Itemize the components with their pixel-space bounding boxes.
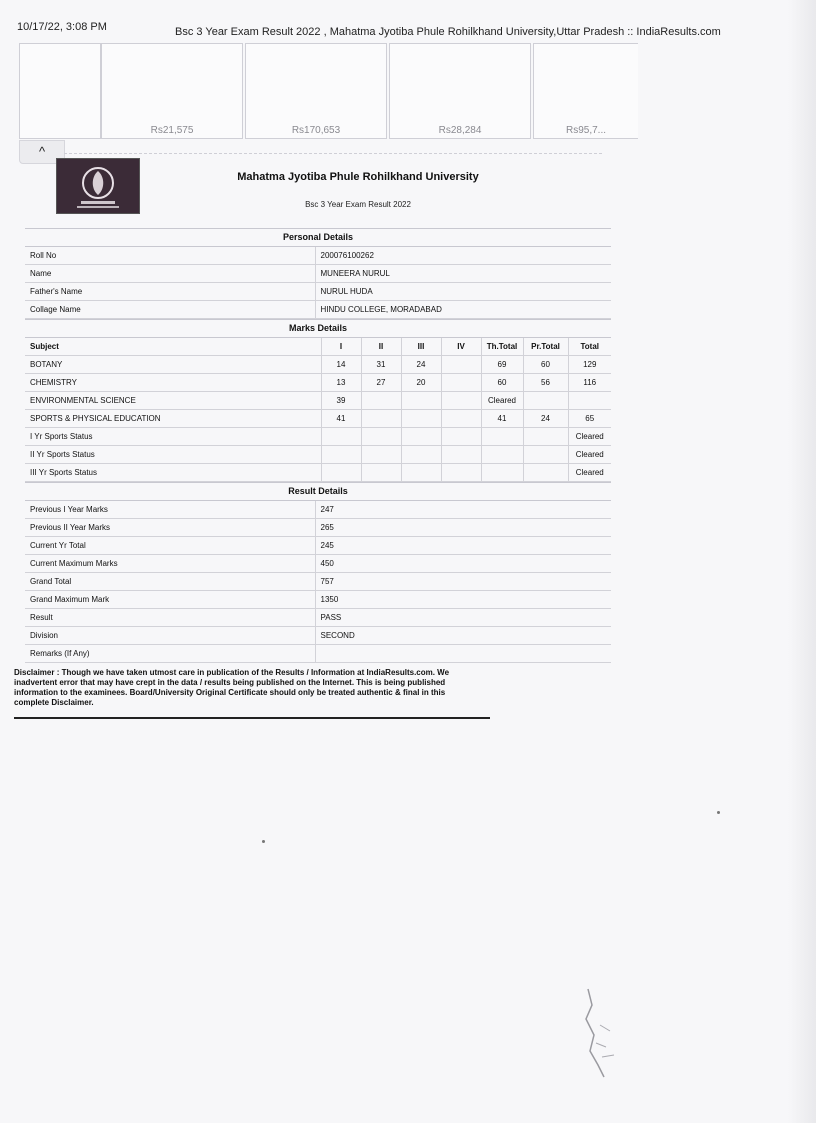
result-details-heading: Result Details [25, 482, 611, 501]
table-row [25, 519, 611, 537]
field-label: Current Maximum Marks [25, 555, 315, 573]
table-row [25, 609, 611, 627]
subject-cell: II Yr Sports Status [25, 446, 321, 464]
marks-details-table [25, 338, 611, 482]
mark-cell: 27 [361, 374, 401, 392]
column-header: Subject [25, 338, 321, 356]
table-row [25, 501, 611, 519]
mark-cell [401, 446, 441, 464]
table-row [25, 265, 611, 283]
field-value: 1350 [315, 591, 611, 609]
ad-tile[interactable] [19, 43, 101, 139]
mark-cell: 31 [361, 356, 401, 374]
field-value: 450 [315, 555, 611, 573]
table-row [25, 428, 611, 446]
field-label: Collage Name [25, 301, 315, 319]
mark-cell: 69 [481, 356, 523, 374]
ad-strip [19, 43, 639, 139]
column-header: III [401, 338, 441, 356]
subject-cell: ENVIRONMENTAL SCIENCE [25, 392, 321, 410]
mark-cell [523, 392, 568, 410]
field-label: Previous I Year Marks [25, 501, 315, 519]
mark-cell: Cleared [568, 446, 611, 464]
table-row [25, 247, 611, 265]
mark-cell: 60 [481, 374, 523, 392]
chevron-up-icon: ^ [38, 144, 46, 159]
field-value: NURUL HUDA [315, 283, 611, 301]
mark-cell [401, 428, 441, 446]
disclaimer-line: Disclaimer : Though we have taken utmost care in publication of the Results / Information at IndiaResults.com. We [14, 668, 450, 677]
field-value: SECOND [315, 627, 611, 645]
mark-cell: Cleared [568, 464, 611, 482]
field-value [315, 645, 611, 663]
table-row [25, 356, 611, 374]
field-value: 265 [315, 519, 611, 537]
print-datetime: 10/17/22, 3:08 PM [17, 21, 107, 33]
table-row [25, 283, 611, 301]
mark-cell: Cleared [481, 392, 523, 410]
table-header-row [25, 338, 611, 356]
ad-tile[interactable] [533, 43, 638, 139]
mark-cell: 60 [523, 356, 568, 374]
mark-cell [441, 446, 481, 464]
mark-cell [361, 464, 401, 482]
ad-tile[interactable] [245, 43, 387, 139]
mark-cell [441, 356, 481, 374]
table-row [25, 464, 611, 482]
mark-cell: 14 [321, 356, 361, 374]
mark-cell: 116 [568, 374, 611, 392]
ad-tile[interactable] [389, 43, 531, 139]
field-label: Father's Name [25, 283, 315, 301]
mark-cell [568, 392, 611, 410]
personal-details-heading: Personal Details [25, 228, 611, 247]
mark-cell [523, 464, 568, 482]
mark-cell [401, 464, 441, 482]
mark-cell [441, 428, 481, 446]
column-header: Th.Total [481, 338, 523, 356]
disclaimer-line: inadvertent error that may have crept in the data / results being published on the Internet. This is being published [14, 678, 446, 687]
mark-cell [321, 464, 361, 482]
mark-cell: 39 [321, 392, 361, 410]
personal-details-table [25, 247, 611, 319]
mark-cell [321, 446, 361, 464]
mark-cell [441, 392, 481, 410]
field-label: Roll No [25, 247, 315, 265]
table-row [25, 446, 611, 464]
field-label: Grand Total [25, 573, 315, 591]
mark-cell [401, 410, 441, 428]
scan-speck [262, 840, 265, 843]
subject-cell: CHEMISTRY [25, 374, 321, 392]
table-row [25, 573, 611, 591]
mark-cell [523, 428, 568, 446]
field-value: PASS [315, 609, 611, 627]
ad-price: Rs95,7... [565, 125, 607, 136]
field-value: 200076100262 [315, 247, 611, 265]
scan-speck [717, 811, 720, 814]
paper-edge-shadow [788, 0, 816, 1123]
mark-cell [361, 428, 401, 446]
table-row [25, 537, 611, 555]
field-label: Previous II Year Marks [25, 519, 315, 537]
mark-cell: 65 [568, 410, 611, 428]
subject-cell: III Yr Sports Status [25, 464, 321, 482]
mark-cell: 41 [321, 410, 361, 428]
column-header: Total [568, 338, 611, 356]
footer-rule [14, 717, 490, 719]
table-row [25, 627, 611, 645]
column-header: II [361, 338, 401, 356]
result-card [25, 158, 611, 663]
disclaimer-text [14, 668, 491, 708]
disclaimer-line: complete Disclaimer. [14, 698, 94, 707]
result-details-table [25, 501, 611, 663]
mark-cell: Cleared [568, 428, 611, 446]
field-value: 247 [315, 501, 611, 519]
field-label: Remarks (If Any) [25, 645, 315, 663]
mark-cell: 20 [401, 374, 441, 392]
disclaimer-line: information to the examinees. Board/University Original Certificate should only be treated authentic & final in this [14, 688, 446, 697]
mark-cell [361, 410, 401, 428]
mark-cell [481, 428, 523, 446]
field-value: MUNEERA NURUL [315, 265, 611, 283]
ad-price: Rs28,284 [438, 125, 482, 136]
table-row [25, 392, 611, 410]
ad-tile[interactable] [101, 43, 243, 139]
subject-cell: BOTANY [25, 356, 321, 374]
field-value: HINDU COLLEGE, MORADABAD [315, 301, 611, 319]
field-label: Name [25, 265, 315, 283]
field-label: Division [25, 627, 315, 645]
subject-cell: I Yr Sports Status [25, 428, 321, 446]
mark-cell: 24 [401, 356, 441, 374]
ad-price: Rs21,575 [150, 125, 194, 136]
mark-cell [441, 464, 481, 482]
column-header: IV [441, 338, 481, 356]
table-row [25, 301, 611, 319]
field-value: 757 [315, 573, 611, 591]
field-value: 245 [315, 537, 611, 555]
field-label: Grand Maximum Mark [25, 591, 315, 609]
table-row [25, 410, 611, 428]
marks-details-heading: Marks Details [25, 319, 611, 338]
print-page-title: Bsc 3 Year Exam Result 2022 , Mahatma Jyotiba Phule Rohilkhand University,Uttar Pradesh :: IndiaResults.com [175, 26, 721, 38]
mark-cell [523, 446, 568, 464]
ad-price: Rs170,653 [291, 125, 341, 136]
mark-cell [321, 428, 361, 446]
table-row [25, 374, 611, 392]
mark-cell [401, 392, 441, 410]
mark-cell: 129 [568, 356, 611, 374]
table-row [25, 645, 611, 663]
mark-cell: 13 [321, 374, 361, 392]
field-label: Current Yr Total [25, 537, 315, 555]
mark-cell: 56 [523, 374, 568, 392]
mark-cell: 24 [523, 410, 568, 428]
scan-mark [580, 985, 620, 1080]
university-header [25, 158, 611, 228]
table-row [25, 591, 611, 609]
mark-cell [481, 446, 523, 464]
subject-cell: SPORTS & PHYSICAL EDUCATION [25, 410, 321, 428]
university-name: Mahatma Jyotiba Phule Rohilkhand University [237, 171, 479, 183]
table-row [25, 555, 611, 573]
mark-cell [481, 464, 523, 482]
mark-cell [441, 374, 481, 392]
exam-title: Bsc 3 Year Exam Result 2022 [305, 200, 411, 209]
mark-cell [361, 392, 401, 410]
field-label: Result [25, 609, 315, 627]
mark-cell [361, 446, 401, 464]
mark-cell [441, 410, 481, 428]
column-header: I [321, 338, 361, 356]
column-header: Pr.Total [523, 338, 568, 356]
ad-divider [64, 153, 602, 154]
mark-cell: 41 [481, 410, 523, 428]
